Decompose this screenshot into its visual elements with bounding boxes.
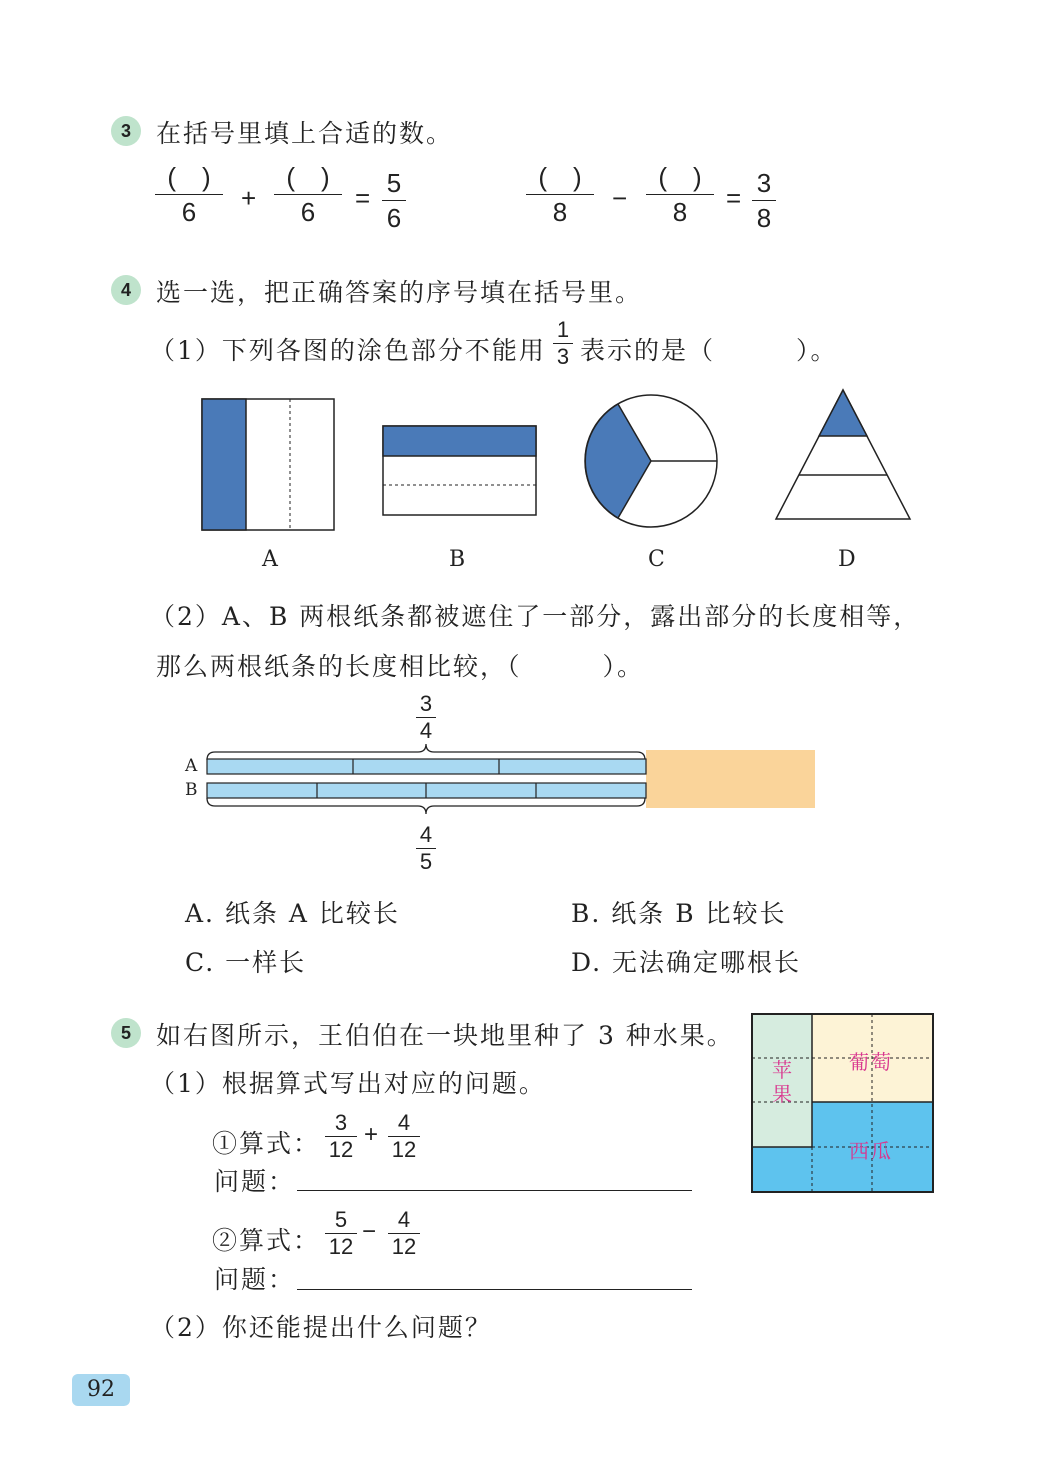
strip-b-label: B [185,780,198,800]
shape-label-a: A [262,547,278,572]
q3-right-op: − [612,183,628,213]
q3-left-fraction-2: ( ) 6 [274,162,342,227]
page-number: 92 [72,1374,130,1406]
formula-1-op: + [364,1121,379,1148]
strip-a-label: A [185,756,198,776]
strip-b [207,783,646,798]
option-b[interactable]: B. 纸条 B 比较长 [571,899,787,928]
q3-prompt: 在括号里填上合适的数。 [156,119,454,148]
q4-p1-after[interactable]: 表示的是（ ）。 [580,336,838,365]
q5-prompt: 如右图所示，王伯伯在一块地里种了 3 种水果。 [156,1021,734,1050]
q4-number-badge: 4 [111,275,141,305]
formula-2-question-label: 问题： [214,1265,296,1294]
blank-numerator[interactable]: ( ) [286,162,330,192]
q5-p2: （2）你还能提出什么问题？ [150,1313,492,1342]
option-d[interactable]: D. 无法确定哪根长 [571,948,802,977]
q3-left-fraction-1: ( ) 6 [155,162,223,227]
shape-c-circle[interactable] [585,395,717,527]
shape-label-b: B [449,547,466,572]
q3-right-fraction-2: ( ) 8 [646,162,714,227]
shape-d-triangle[interactable] [776,390,910,519]
shape-label-d: D [838,547,856,572]
q5-p1: （1）根据算式写出对应的问题。 [150,1069,546,1098]
q3-right-eq: = [726,183,742,213]
strip-a [207,759,646,774]
shape-a-rectangle[interactable] [202,399,334,530]
paper-strips-figure [0,730,1049,830]
formula-2-op: − [362,1218,377,1245]
option-a[interactable]: A. 纸条 A 比较长 [185,899,400,928]
formula-1-answer-line[interactable] [297,1190,692,1191]
q4-p1-before: （1）下列各图的涂色部分不能用 [150,336,546,365]
q4-p1-fraction: 1 3 [553,318,573,369]
blank-numerator[interactable]: ( ) [658,162,702,192]
blank-numerator[interactable]: ( ) [167,162,211,192]
apple-label-1: 苹 [772,1058,792,1082]
q4-p2-line2[interactable]: 那么两根纸条的长度相比较，（ ）。 [156,652,645,681]
formula-2-fraction-2: 4 12 [388,1208,420,1259]
q3-number-badge: 3 [111,116,141,146]
q3-left-result: 5 6 [382,168,406,233]
formula-1-fraction-1: 3 12 [325,1111,357,1162]
q5-number-badge: 5 [111,1018,141,1048]
option-c[interactable]: C. 一样长 [185,948,307,977]
strip-top-fraction: 3 4 [416,692,436,743]
formula-1-question-label: 问题： [214,1167,296,1196]
formula-1-label: ①算式： [212,1129,321,1158]
q3-left-op: + [241,183,257,213]
shape-b-rectangle[interactable] [383,426,536,515]
q3-left-eq: = [355,183,371,213]
formula-2-fraction-1: 5 12 [325,1208,357,1259]
melon-label: 西瓜 [849,1139,893,1163]
q3-right-fraction-1: ( ) 8 [526,162,594,227]
strip-bottom-fraction: 4 5 [416,823,436,874]
q4-shapes-figure [0,380,1049,540]
q4-p2-line1: （2）A、B 两根纸条都被遮住了一部分，露出部分的长度相等， [150,602,921,631]
q3-right-result: 3 8 [752,168,776,233]
shape-label-c: C [648,547,665,572]
formula-2-answer-line[interactable] [297,1289,692,1290]
formula-1-fraction-2: 4 12 [388,1111,420,1162]
q4-prompt: 选一选，把正确答案的序号填在括号里。 [156,278,643,307]
apple-label-2: 果 [772,1082,792,1106]
blank-numerator[interactable]: ( ) [538,162,582,192]
formula-2-label: ②算式： [212,1226,321,1255]
grape-label: 葡萄 [849,1050,893,1074]
